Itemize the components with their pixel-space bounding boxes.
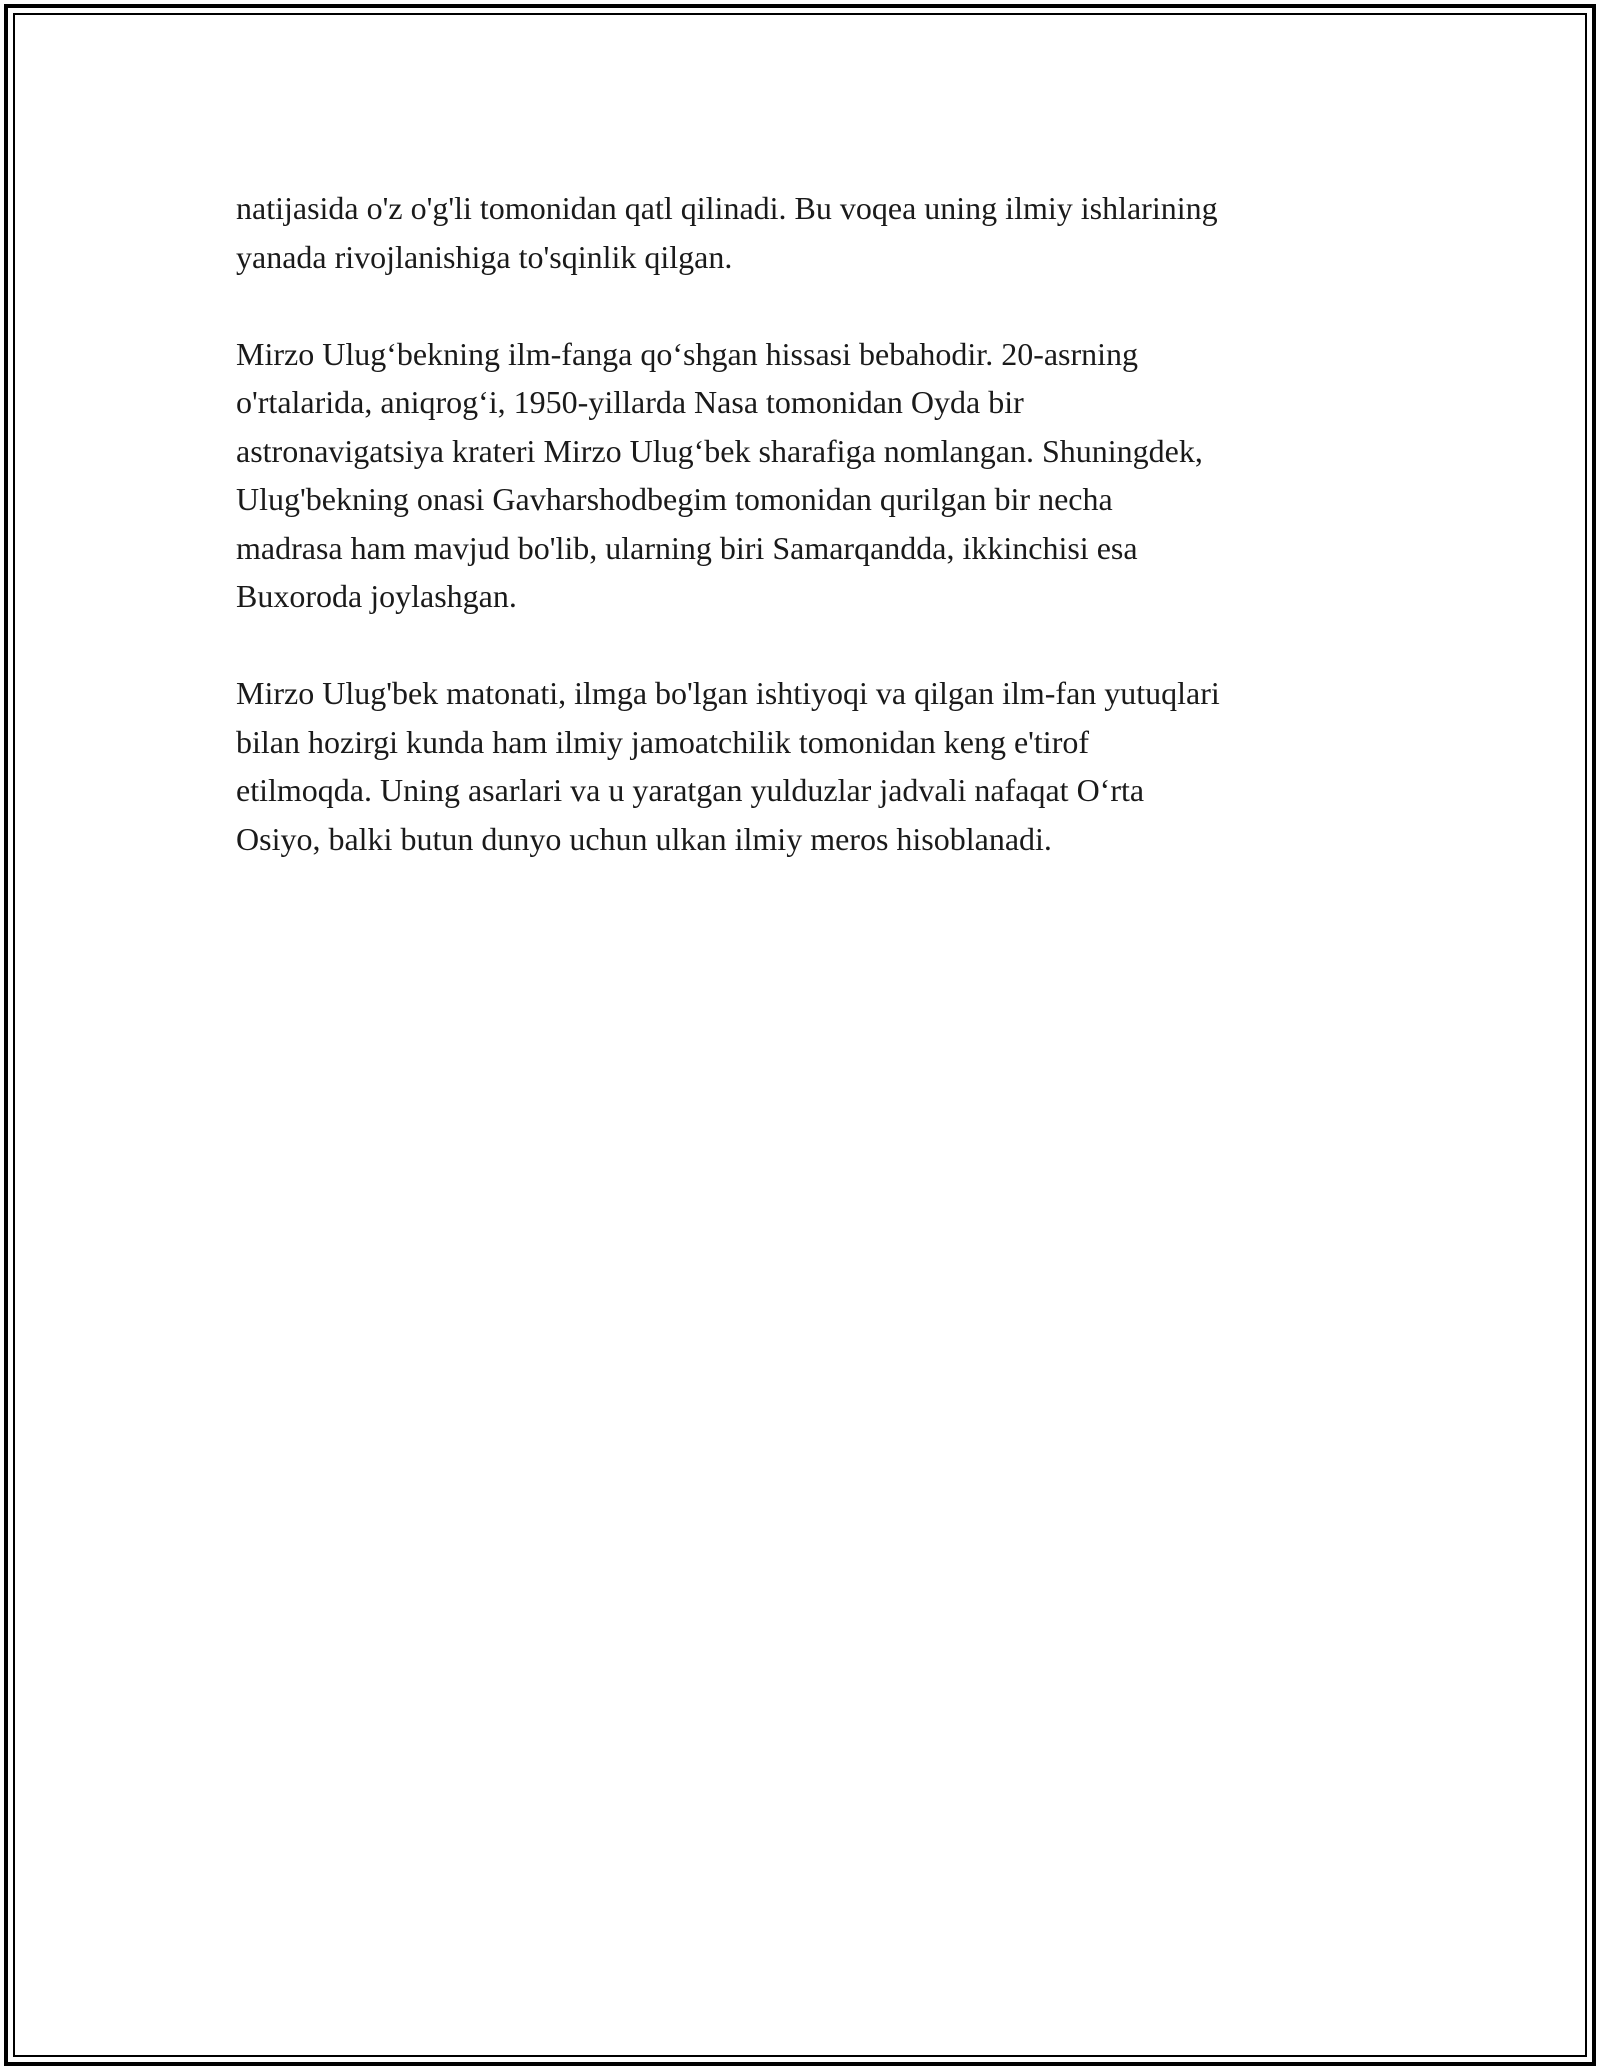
paragraph-1: natijasida o'z o'g'li tomonidan qatl qilinadi. Bu voqea uning ilmiy ishlarining yanada rivojlanishiga to'sqinlik qilgan.: [236, 190, 1218, 275]
document-body: [236, 184, 1376, 912]
paragraph-2: Mirzo Ulug‘bekning ilm-fanga qo‘shgan hissasi bebahodir. 20-asrning o'rtalarida, aniqrog‘i, 1950-yillarda Nasa tomonidan Oyda bir astronavigatsiya krateri Mirzo Ulug‘bek sharafiga nomlangan. Shuningdek, Ulug'bekning onasi Gavharshodbegim tomonidan qurilgan bir necha madrasa ham mavjud bo'lib, ularning biri Samarqandda, ikkinchisi esa Buxoroda joylashgan.: [236, 335, 1203, 614]
paragraph-3: Mirzo Ulug'bek matonati, ilmga bo'lgan ishtiyoqi va qilgan ilm-fan yutuqlari bilan hozirgi kunda ham ilmiy jamoatchilik tomonidan keng e'tirof etilmoqda. Uning asarlari va u yaratgan yulduzlar jadvali nafaqat O‘rta Osiyo, balki butun dunyo uchun ulkan ilmiy meros hisoblanadi.: [236, 675, 1220, 857]
